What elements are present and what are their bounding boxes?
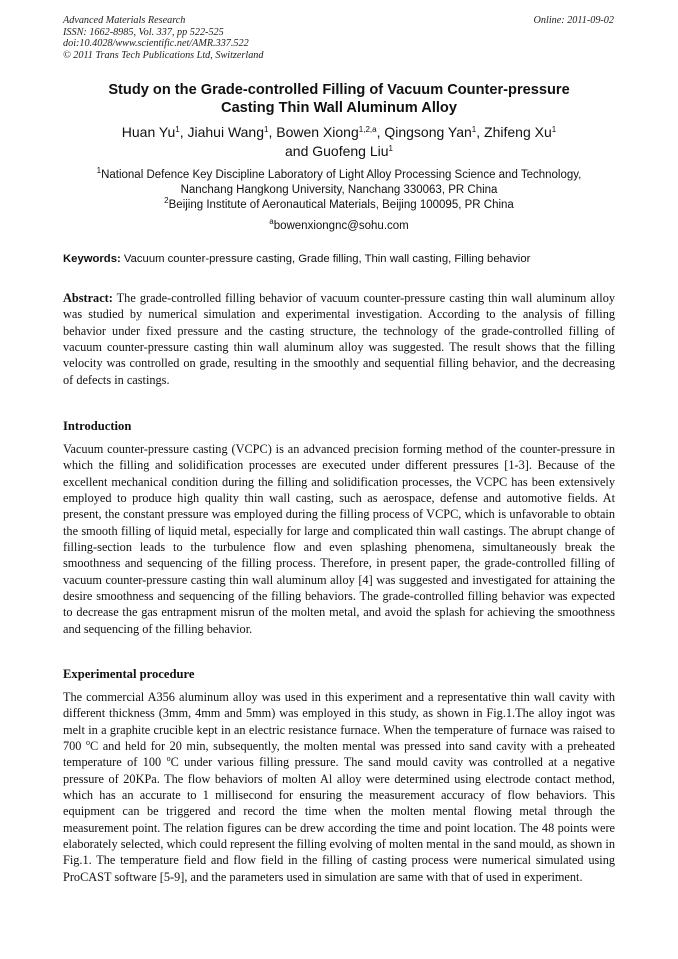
journal-name: Advanced Materials Research [63,15,186,26]
experimental-heading: Experimental procedure [63,667,195,681]
issn-line: ISSN: 1662-8985, Vol. 337, pp 522-525 [63,26,224,38]
author-sup: 1 [471,125,477,134]
journal-header [63,15,263,61]
author-separator: , [268,124,277,140]
author-sup: 1 [551,125,557,134]
author-name: Huan Yu [121,124,176,140]
introduction-paragraph: Vacuum counter-pressure casting (VCPC) is an advanced precision forming method of the counter-pressure in which the filling and solidification processes are executed under different pressures [1-3]. Because of the excellent mechanical condition during the filling and solidification processes, the VCPC has been extensively employed to produce high quality thin wall casting, such as aerospace, defense and automotive fields. At present, the constant pressure was employed during the filling process of VCPC, which is unfavorable to obtain the smooth filling of liquid metal, especially for large and complicated thin wall castings. The abrupt change of filling-section leads to the turbulence flow and even splashing phenomena, simultaneously break the smoothness and sequencing of the filling process. Therefore, in present paper, the grade-controlled filling of vacuum counter-pressure casting thin wall aluminum alloy [4] was suggested and investigated for attaining the desire smoothness and sequencing of the filling behaviors. The grade-controlled filling behavior was expected to decrease the gas entrapment misrun of the molten metal, and avoid the splash for achieving the smoothness and sequencing of the filling behavior. [63,442,615,636]
author-sup: 1,2,a [358,125,377,134]
abstract-label: Abstract: [63,291,113,305]
keywords-label: Keywords: [63,253,121,265]
author-sup: 1 [264,125,269,134]
author-name: Guofeng Liu [312,143,389,159]
affiliation-1-line-1 [63,168,615,183]
experimental-text-c: C under various filling pressure. The sand mould cavity was controlled at a negative pressure of 20KPa. The flow behaviors of molten Al alloy were determined using electrode contact method, which has an accurate to 1 millisecond for ensuring the measurement accuracy of flow behaviors. This equipment can be triggered and record the time when the molten mental flowing metal through the measurement point. The relation figures can be drew according the time and point location. The 48 points were elaborately selected, which could represent the filling evolving of molten mental in the sand mould, as shown in Fig.1. The temperature field and flow field in the filling of casting process were numerical simulated using ProCAST software [5-9], and the parameters used in simulation are same with that of used in experiment. [63,755,615,884]
corresponding-email [63,219,615,234]
affiliation-2 [63,198,615,213]
affiliation-1 [63,168,615,213]
author-separator: , [179,124,188,140]
author-name: Zhifeng Xu [484,124,552,140]
author-separator: and [285,143,313,159]
online-date: Online: 2011-09-02 [533,15,614,26]
title-line-2: Casting Thin Wall Aluminum Alloy [221,100,457,116]
degree-sup: o [85,738,90,748]
abstract-text: The grade-controlled filling behavior of vacuum counter-pressure casting thin wall aluminum alloy was studied by numerical simulation and experimental investigation. According to the analysis of filling behavior under fixed pressure and the casting structure, the technology of the grade-controlled filling of vacuum counter-pressure casting thin wall aluminum alloy was suggested. The result shows that the filling velocity was controlled on grade, resulting in the smoothly and sequential filling behavior, and the decreasing of defects in castings. [63,291,615,387]
affiliation-sup: 1 [96,166,102,175]
email-text: bowenxiongnc@sohu.com [273,220,409,232]
author-line-2 [63,142,615,161]
degree-sup: o [166,754,171,764]
author-sup: 1 [388,144,393,153]
author-separator: , [476,124,485,140]
author-name: Jiahui Wang [187,124,265,140]
experimental-text-a: The commercial A356 aluminum alloy was used in this experiment and a representative thin wall cavity with different thickness (3mm, 4mm and 5mm) was employed in this study, as shown in Fig.1.The alloy ingot was melt in a graphite crucible kept in an electric resistance furnace. When the temperature of furnace was raised to 700 [63,690,615,754]
author-list [63,123,615,161]
affiliation-1-line-2: Nanchang Hangkong University, Nanchang 330063, PR China [180,184,498,196]
introduction-heading: Introduction [63,419,132,433]
doi-line: doi:10.4028/www.scientific.net/AMR.337.522 [63,38,249,50]
author-name: Bowen Xiong [276,124,359,140]
experimental-paragraph [63,689,615,885]
author-name: Qingsong Yan [384,124,472,140]
copyright-line: © 2011 Trans Tech Publications Ltd, Switzerland [63,49,264,61]
abstract-paragraph [63,290,615,388]
email-sup: a [269,217,274,226]
author-separator: , [376,124,385,140]
affiliation-text: Beijing Institute of Aeronautical Materials, Beijing 100095, PR China [168,199,514,211]
keywords-text: Vacuum counter-pressure casting, Grade filling, Thin wall casting, Filling behavior [120,253,531,265]
affiliation-text: National Defence Key Discipline Laboratory of Light Alloy Processing Science and Technology, [101,169,582,181]
experimental-text-b: C and held for 20 min, subsequently, the molten mental was pressed into sand cavity with a preheated temperature of 100 [63,739,615,770]
author-sup: 1 [175,125,180,134]
title-line-1: Study on the Grade-controlled Filling of Vacuum Counter-pressure [108,82,570,98]
keywords-line [63,253,615,265]
author-line-1 [63,123,615,142]
affiliation-sup: 2 [164,196,169,205]
paper-title [63,81,615,117]
